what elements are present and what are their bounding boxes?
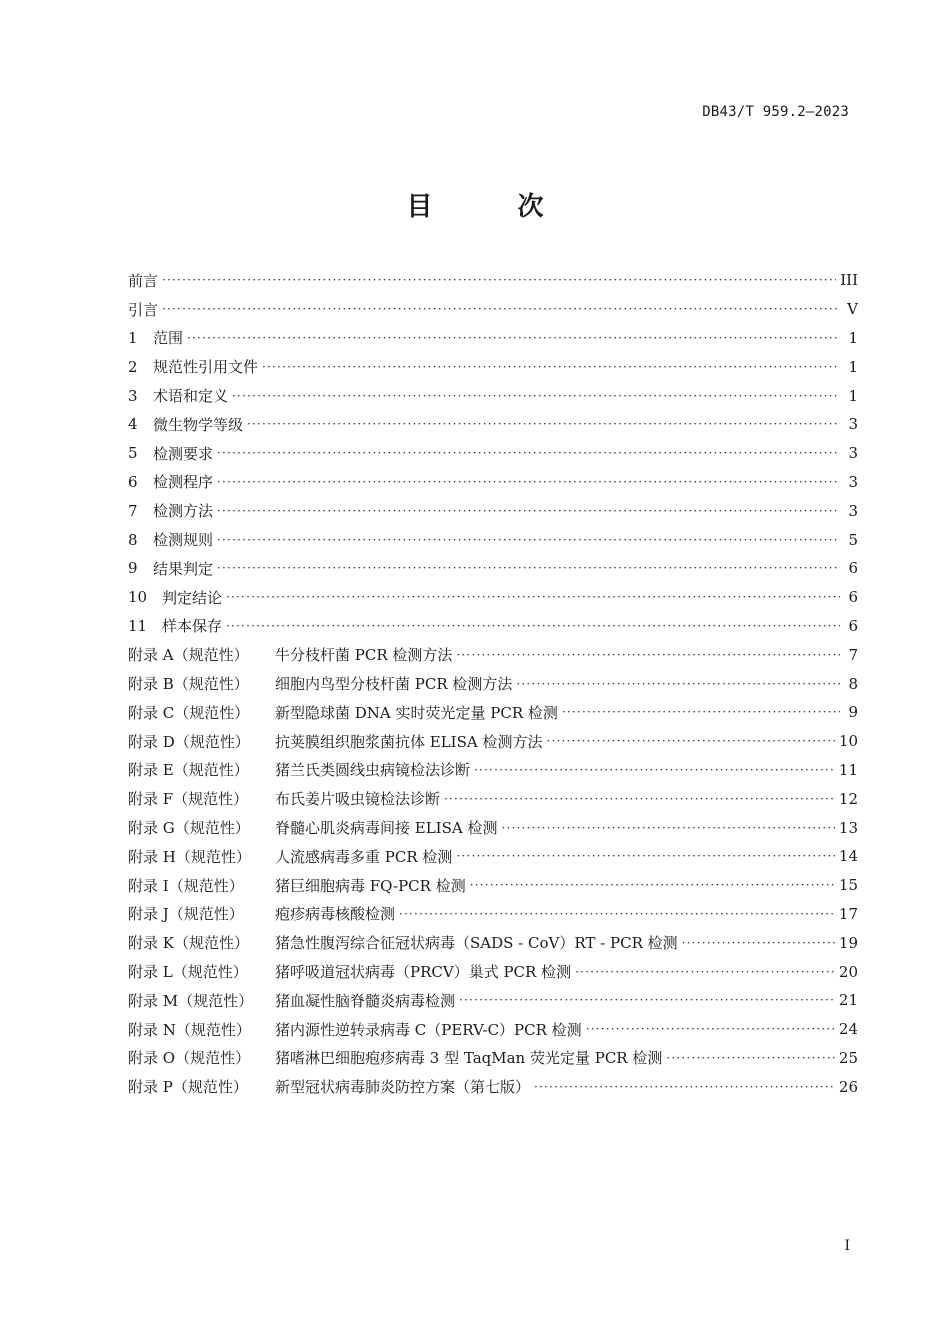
- toc-entry-page: 9: [848, 703, 858, 722]
- toc-appendix-m[interactable]: [128, 986, 858, 1015]
- toc-entry-page: 3: [848, 472, 858, 491]
- toc-appendix-j[interactable]: [128, 900, 858, 929]
- toc-entry-page: 1: [848, 328, 858, 347]
- appendix-title: 猪嗜淋巴细胞疱疹病毒 3 型 TaqMan 荧光定量 PCR 检测: [275, 1049, 663, 1068]
- appendix-prefix: 附录 K（规范性）: [128, 934, 249, 953]
- toc-entry-label: 规范性引用文件: [153, 358, 259, 377]
- toc-entry-page: 19: [838, 933, 858, 952]
- toc-leader-dots: [262, 360, 840, 374]
- toc-appendix-k[interactable]: [128, 928, 858, 957]
- toc-entry-page: 24: [838, 1020, 858, 1039]
- toc-entry-page: 21: [838, 991, 858, 1010]
- appendix-prefix: 附录 F（规范性）: [128, 790, 249, 809]
- toc-entry-label: 检测程序: [153, 473, 214, 492]
- appendix-prefix: 附录 H（规范性）: [128, 847, 251, 866]
- toc-appendix-n[interactable]: [128, 1015, 858, 1044]
- toc-leader-dots: [456, 849, 835, 863]
- toc-entry-page: 1: [848, 357, 858, 376]
- appendix-prefix: 附录 B（规范性）: [128, 675, 249, 694]
- toc-entry-4[interactable]: [128, 410, 858, 439]
- toc-entry-number: 11: [128, 616, 148, 635]
- appendix-title: 猪呼吸道冠状病毒（PRCV）巢式 PCR 检测: [275, 963, 572, 982]
- toc-leader-dots: [217, 446, 840, 460]
- toc-entry-7[interactable]: [128, 496, 858, 525]
- toc-entry-label: 检测规则: [153, 531, 214, 550]
- appendix-prefix: 附录 I（规范性）: [128, 876, 244, 895]
- toc-leader-dots: [217, 504, 840, 518]
- toc-entry-label: 引言: [128, 300, 159, 319]
- toc-leader-dots: [217, 475, 840, 489]
- toc-appendix-d[interactable]: [128, 727, 858, 756]
- toc-appendix-i[interactable]: [128, 871, 858, 900]
- toc-entry-page: 8: [848, 674, 858, 693]
- appendix-title: 猪内源性逆转录病毒 C（PERV-C）PCR 检测: [275, 1020, 582, 1039]
- toc-entry-1[interactable]: [128, 324, 858, 353]
- toc-entry-number: 5: [128, 444, 138, 463]
- appendix-title: 疱疹病毒核酸检测: [275, 905, 396, 924]
- toc-entry-page: 5: [848, 530, 858, 549]
- toc-entry-number: 10: [128, 588, 148, 607]
- toc-entry-page: 12: [838, 789, 858, 808]
- toc-entry-page: 26: [838, 1077, 858, 1096]
- toc-entry-label: 判定结论: [162, 588, 223, 607]
- toc-leader-dots: [162, 273, 836, 287]
- toc-entry-introduction[interactable]: [128, 295, 858, 324]
- toc-leader-dots: [247, 417, 840, 431]
- toc-leader-dots: [666, 1051, 835, 1065]
- toc-entry-9[interactable]: [128, 554, 858, 583]
- toc-entry-number: 7: [128, 501, 138, 520]
- toc-entry-number: 8: [128, 530, 138, 549]
- toc-appendix-l[interactable]: [128, 957, 858, 986]
- appendix-title: 布氏姜片吸虫镜检法诊断: [275, 790, 441, 809]
- toc-leader-dots: [474, 763, 835, 777]
- appendix-title: 脊髓心肌炎病毒间接 ELISA 检测: [275, 819, 498, 838]
- toc-leader-dots: [226, 619, 840, 633]
- toc-entry-page: 15: [838, 876, 858, 895]
- page-title: 目 次: [406, 192, 582, 222]
- toc-leader-dots: [226, 590, 840, 604]
- toc-entry-11[interactable]: [128, 612, 858, 641]
- toc-leader-dots: [546, 734, 834, 748]
- appendix-title: 新型隐球菌 DNA 实时荧光定量 PCR 检测: [275, 703, 558, 722]
- toc-entry-6[interactable]: [128, 468, 858, 497]
- toc-entry-10[interactable]: [128, 583, 858, 612]
- toc-entry-label: 样本保存: [162, 617, 223, 636]
- toc-leader-dots: [682, 936, 835, 950]
- appendix-prefix: 附录 N（规范性）: [128, 1020, 251, 1039]
- appendix-prefix: 附录 D（规范性）: [128, 732, 250, 751]
- toc-appendix-p[interactable]: [128, 1072, 858, 1101]
- toc-leader-dots: [470, 878, 835, 892]
- toc-entry-label: 结果判定: [153, 559, 214, 578]
- table-of-contents: [128, 266, 858, 1101]
- toc-leader-dots: [399, 907, 835, 921]
- appendix-title: 牛分枝杆菌 PCR 检测方法: [275, 646, 453, 665]
- appendix-prefix: 附录 J（规范性）: [128, 905, 244, 924]
- toc-entry-page: V: [847, 300, 858, 319]
- toc-leader-dots: [562, 705, 840, 719]
- appendix-title: 猪急性腹泻综合征冠状病毒（SADS - CoV）RT - PCR 检测: [275, 934, 678, 953]
- appendix-prefix: 附录 G（规范性）: [128, 819, 250, 838]
- appendix-prefix: 附录 E（规范性）: [128, 761, 249, 780]
- toc-entry-3[interactable]: [128, 381, 858, 410]
- toc-leader-dots: [232, 389, 840, 403]
- toc-entry-page: 6: [848, 616, 858, 635]
- toc-entry-page: 11: [838, 760, 858, 779]
- toc-appendix-e[interactable]: [128, 756, 858, 785]
- appendix-title: 人流感病毒多重 PCR 检测: [275, 847, 453, 866]
- toc-entry-label: 微生物学等级: [153, 415, 244, 434]
- toc-appendix-a[interactable]: [128, 640, 858, 669]
- appendix-prefix: 附录 A（规范性）: [128, 646, 249, 665]
- appendix-prefix: 附录 O（规范性）: [128, 1049, 251, 1068]
- appendix-title: 猪巨细胞病毒 FQ-PCR 检测: [275, 876, 466, 895]
- toc-entry-label: 检测方法: [153, 502, 214, 521]
- toc-appendix-f[interactable]: [128, 784, 858, 813]
- toc-leader-dots: [444, 792, 835, 806]
- toc-leader-dots: [516, 677, 840, 691]
- toc-entry-label: 检测要求: [153, 444, 214, 463]
- toc-leader-dots: [162, 302, 840, 316]
- toc-entry-page: 20: [838, 962, 858, 981]
- toc-entry-number: 1: [128, 328, 138, 347]
- toc-entry-number: 2: [128, 357, 138, 376]
- toc-appendix-h[interactable]: [128, 842, 858, 871]
- toc-entry-page: 3: [848, 501, 858, 520]
- appendix-prefix: 附录 L（规范性）: [128, 963, 248, 982]
- toc-leader-dots: [534, 1080, 835, 1094]
- toc-entry-page: 7: [848, 645, 858, 664]
- toc-entry-label: 范围: [153, 329, 184, 348]
- toc-entry-8[interactable]: [128, 525, 858, 554]
- toc-entry-number: 3: [128, 386, 138, 405]
- toc-entry-page: 10: [838, 732, 858, 751]
- toc-leader-dots: [459, 993, 835, 1007]
- toc-entry-label: 术语和定义: [153, 387, 229, 406]
- toc-entry-label: 前言: [128, 271, 159, 290]
- toc-appendix-b[interactable]: [128, 669, 858, 698]
- toc-entry-page: 3: [848, 415, 858, 434]
- toc-entry-page: III: [840, 271, 858, 290]
- appendix-title: 猪血凝性脑脊髓炎病毒检测: [275, 991, 456, 1010]
- toc-appendix-c[interactable]: [128, 698, 858, 727]
- appendix-title: 抗荚膜组织胞浆菌抗体 ELISA 检测方法: [275, 732, 543, 751]
- appendix-prefix: 附录 C（规范性）: [128, 703, 250, 722]
- appendix-prefix: 附录 M（规范性）: [128, 991, 254, 1010]
- toc-entry-page: 14: [838, 847, 858, 866]
- toc-entry-page: 6: [848, 588, 858, 607]
- toc-entry-page: 6: [848, 559, 858, 578]
- appendix-title: 猪兰氏类圆线虫病镜检法诊断: [275, 761, 471, 780]
- toc-leader-dots: [187, 331, 840, 345]
- appendix-prefix: 附录 P（规范性）: [128, 1078, 248, 1097]
- toc-entry-page: 1: [848, 386, 858, 405]
- toc-entry-foreword[interactable]: [128, 266, 858, 295]
- toc-leader-dots: [456, 648, 840, 662]
- toc-leader-dots: [586, 1022, 835, 1036]
- toc-appendix-o[interactable]: [128, 1044, 858, 1073]
- toc-entry-page: 25: [838, 1048, 858, 1067]
- toc-entry-page: 13: [838, 818, 858, 837]
- appendix-title: 细胞内鸟型分枝杆菌 PCR 检测方法: [275, 675, 513, 694]
- toc-leader-dots: [217, 561, 840, 575]
- appendix-title: 新型冠状病毒肺炎防控方案（第七版）: [275, 1078, 531, 1097]
- toc-entry-number: 9: [128, 559, 138, 578]
- toc-entry-page: 3: [848, 444, 858, 463]
- toc-entry-number: 6: [128, 472, 138, 491]
- toc-leader-dots: [217, 533, 840, 547]
- toc-appendix-g[interactable]: [128, 813, 858, 842]
- toc-entry-2[interactable]: [128, 352, 858, 381]
- toc-entry-number: 4: [128, 415, 138, 434]
- toc-entry-page: 17: [838, 904, 858, 923]
- toc-entry-5[interactable]: [128, 439, 858, 468]
- document-code: DB43/T 959.2—2023: [702, 104, 849, 120]
- toc-leader-dots: [575, 965, 835, 979]
- page-number: I: [844, 1238, 850, 1254]
- toc-leader-dots: [501, 821, 834, 835]
